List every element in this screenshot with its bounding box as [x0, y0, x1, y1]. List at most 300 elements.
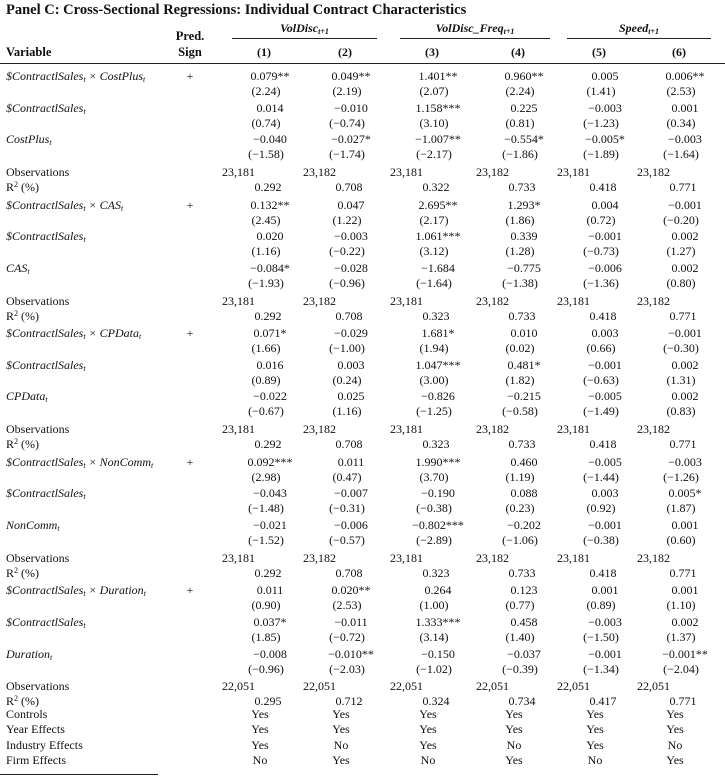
- observations-label: Observations: [6, 679, 70, 694]
- variable-label: [6, 229, 86, 245]
- coefficient-cell: 0.006**: [665, 69, 705, 83]
- tstat-cell: (1.16): [251, 244, 281, 259]
- r2-superscript: 2: [14, 308, 19, 318]
- coefficient-cell: −0.028: [334, 260, 368, 275]
- r2-label: [6, 310, 39, 322]
- variable-subscript: t: [83, 332, 86, 342]
- effects-cell: No: [420, 752, 436, 767]
- effects-cell: Yes: [419, 722, 437, 737]
- variable-name: $ContractlSales: [6, 69, 84, 83]
- coefficient-cell: 0.339: [510, 229, 538, 244]
- r2-cell: 0.708: [335, 565, 363, 580]
- predicted-sign: +: [186, 454, 194, 469]
- coefficient-cell: 0.020: [256, 229, 284, 244]
- variable-label: [6, 389, 48, 405]
- variable-subscript: t: [83, 363, 86, 373]
- coefficient-cell: 1.681*: [421, 326, 455, 341]
- interaction-term: × CostPlus: [85, 69, 144, 83]
- coefficient-cell: −0.150: [421, 646, 455, 661]
- tstat-cell: (−0.96): [329, 275, 365, 290]
- tstat-cell: (−1.23): [583, 115, 619, 130]
- observations-cell: 23,181: [390, 165, 423, 179]
- coefficient-cell: −0.005: [588, 389, 622, 404]
- tstat-cell: (2.98): [251, 469, 281, 484]
- interaction-term: × NonComm: [85, 454, 152, 469]
- tstat-cell: (0.66): [586, 341, 616, 356]
- coefficient-cell: −0.003: [588, 615, 622, 629]
- tstat-cell: (0.02): [505, 341, 535, 356]
- effects-cell: Yes: [332, 707, 350, 721]
- variable-subscript: t: [83, 75, 86, 84]
- coefficient-cell: −0.010: [334, 100, 368, 115]
- effects-cell: Yes: [666, 752, 684, 767]
- variable-label: [6, 486, 86, 502]
- tstat-cell: (−1.58): [248, 147, 284, 162]
- group-underline: [567, 38, 711, 39]
- observations-cell: 23,182: [303, 422, 336, 437]
- variable-name: $ContractlSales: [6, 100, 84, 115]
- variable-subscript: t: [151, 460, 154, 470]
- tstat-cell: (−0.39): [502, 661, 538, 676]
- variable-name: $ContractlSales: [6, 357, 84, 372]
- group-header: [436, 22, 515, 34]
- observations-cell: 22,051: [476, 679, 509, 694]
- observations-cell: 23,181: [557, 165, 590, 179]
- coefficient-cell: 0.481*: [507, 357, 541, 372]
- tstat-cell: (1.00): [419, 598, 449, 613]
- tstat-cell: (1.82): [505, 372, 535, 387]
- coefficient-cell: −0.001: [668, 326, 702, 341]
- r2-unit: (%): [18, 437, 40, 452]
- r2-base: R: [6, 437, 15, 452]
- variable-name: CPData: [6, 389, 46, 404]
- coefficient-cell: −0.010**: [328, 646, 374, 661]
- coefficient-cell: 0.016: [256, 357, 284, 372]
- tstat-cell: (0.23): [505, 501, 535, 516]
- tstat-cell: (−1.00): [329, 341, 365, 356]
- effects-cell: No: [587, 752, 603, 767]
- coefficient-cell: −0.005*: [585, 132, 625, 147]
- tstat-cell: (−1.49): [583, 404, 619, 419]
- variable-name: $ContractlSales: [6, 229, 84, 244]
- coefficient-cell: 0.092***: [247, 454, 293, 469]
- tstat-cell: (1.27): [666, 244, 696, 259]
- observations-label: Observations: [6, 293, 70, 308]
- variable-label: [6, 199, 123, 211]
- r2-unit: (%): [18, 308, 40, 323]
- tstat-cell: (−0.20): [663, 212, 699, 227]
- tstat-cell: (−2.17): [416, 147, 452, 162]
- coefficient-cell: 0.011: [256, 583, 284, 598]
- variable-label: [6, 102, 86, 114]
- variable-label: [6, 70, 145, 82]
- variable-label: [6, 132, 52, 148]
- coefficient-cell: −0.006: [588, 260, 622, 275]
- coefficient-cell: −0.802***: [412, 518, 464, 532]
- coefficient-cell: 1.401**: [418, 69, 458, 83]
- coefficient-cell: 1.061***: [415, 229, 461, 244]
- variable-subscript: t: [121, 203, 124, 213]
- tstat-cell: (0.80): [666, 275, 696, 290]
- observations-cell: 22,051: [390, 679, 423, 694]
- tstat-cell: (−2.89): [416, 533, 452, 547]
- effects-cell: Yes: [419, 707, 437, 721]
- tstat-cell: (2.24): [505, 84, 535, 98]
- r2-label: [6, 438, 39, 450]
- coefficient-cell: −0.003: [668, 132, 702, 147]
- variable-subscript: t: [83, 106, 86, 116]
- tstat-cell: (−1.86): [502, 147, 538, 162]
- tstat-cell: (1.37): [666, 630, 696, 644]
- coefficient-cell: −0.001: [588, 518, 622, 532]
- footnote-rule: [0, 774, 158, 775]
- group-underline: [400, 38, 550, 39]
- coefficient-cell: −0.001: [588, 357, 622, 372]
- coefficient-cell: −0.001: [588, 229, 622, 244]
- observations-cell: 23,182: [303, 293, 336, 308]
- group-header-subscript: t+1: [648, 27, 660, 36]
- pred-sign-header: Sign: [178, 45, 202, 59]
- observations-cell: 22,051: [557, 679, 590, 694]
- observations-cell: 23,181: [390, 293, 423, 308]
- r2-unit: (%): [18, 180, 40, 194]
- variable-subscript: t: [139, 332, 142, 342]
- coefficient-cell: 0.049**: [331, 69, 371, 83]
- observations-cell: 23,182: [637, 165, 670, 179]
- coefficient-cell: 2.695**: [418, 197, 458, 212]
- coefficient-cell: −0.011: [334, 615, 368, 629]
- coefficient-cell: 0.002: [671, 615, 699, 629]
- tstat-cell: (2.19): [332, 84, 362, 98]
- effects-cell: Yes: [586, 722, 604, 737]
- column-number: (3): [425, 45, 439, 59]
- coefficient-cell: −0.027*: [331, 132, 371, 147]
- tstat-cell: (−1.89): [583, 147, 619, 162]
- variable-subscript: t: [83, 203, 86, 213]
- header-rule: [0, 63, 725, 64]
- tstat-cell: (−2.04): [663, 661, 699, 676]
- variable-subscript: t: [143, 589, 146, 599]
- coefficient-cell: 0.002: [671, 357, 699, 372]
- r2-cell: 0.771: [669, 437, 697, 452]
- effects-cell: No: [252, 752, 268, 767]
- coefficient-cell: −0.043: [253, 486, 287, 501]
- group-header-name: Speed: [618, 21, 649, 35]
- tstat-cell: (2.07): [419, 84, 449, 98]
- tstat-cell: (1.85): [251, 630, 281, 644]
- tstat-cell: (2.53): [332, 598, 362, 613]
- r2-label: [6, 695, 39, 707]
- coefficient-cell: 0.011: [337, 454, 365, 469]
- tstat-cell: (1.28): [505, 244, 535, 259]
- coefficient-cell: 0.002: [671, 389, 699, 404]
- tstat-cell: (0.77): [505, 598, 535, 613]
- effects-cell: Yes: [251, 722, 269, 737]
- variable-label: [6, 456, 153, 468]
- r2-cell: 0.418: [589, 437, 617, 452]
- variable-name: $ContractlSales: [6, 615, 84, 629]
- tstat-cell: (0.74): [251, 115, 281, 130]
- interaction-term: × CPData: [85, 326, 140, 341]
- tstat-cell: (−0.30): [663, 341, 699, 356]
- group-header-subscript: t+1: [503, 27, 515, 36]
- variable-subscript: t: [143, 75, 146, 84]
- r2-cell: 0.418: [589, 180, 617, 194]
- coefficient-cell: 0.037*: [253, 615, 287, 629]
- group-header-name: VolDisc_Freq: [435, 21, 504, 35]
- variable-name: CAS: [6, 260, 28, 275]
- group-header: [619, 22, 659, 34]
- observations-cell: 23,182: [476, 550, 509, 565]
- group-header: [280, 22, 329, 34]
- observations-label: Observations: [6, 422, 70, 437]
- tstat-cell: (0.89): [586, 598, 616, 613]
- coefficient-cell: −0.554*: [504, 132, 544, 147]
- coefficient-cell: −0.029: [334, 326, 368, 341]
- effects-cell: Yes: [505, 707, 523, 721]
- tstat-cell: (−0.38): [583, 533, 619, 547]
- coefficient-cell: −1.684: [421, 260, 455, 275]
- effects-cell: Yes: [666, 722, 684, 737]
- tstat-cell: (−1.02): [416, 661, 452, 676]
- r2-cell: 0.733: [508, 180, 536, 194]
- coefficient-cell: 0.088: [510, 486, 538, 501]
- r2-cell: 0.712: [335, 694, 363, 709]
- tstat-cell: (−1.25): [416, 404, 452, 419]
- coefficient-cell: 0.458: [510, 615, 538, 629]
- effects-cell: Yes: [505, 752, 523, 767]
- observations-label: Observations: [6, 550, 70, 565]
- coefficient-cell: 0.123: [510, 583, 538, 598]
- r2-base: R: [6, 694, 15, 709]
- coefficient-cell: 0.005: [591, 69, 619, 83]
- r2-cell: 0.771: [669, 180, 697, 194]
- variable-subscript: t: [83, 589, 86, 599]
- variable-header: Variable: [6, 45, 52, 59]
- coefficient-cell: −0.202: [507, 518, 541, 532]
- r2-cell: 0.708: [335, 180, 363, 194]
- coefficient-cell: −0.215: [507, 389, 541, 404]
- tstat-cell: (2.24): [251, 84, 281, 98]
- variable-subscript: t: [50, 652, 53, 662]
- coefficient-cell: 0.960**: [504, 69, 544, 83]
- r2-superscript: 2: [14, 694, 19, 704]
- coefficient-cell: 0.132**: [250, 197, 290, 212]
- r2-cell: 0.771: [669, 308, 697, 323]
- coefficient-cell: −0.775: [507, 260, 541, 275]
- tstat-cell: (0.60): [666, 533, 696, 547]
- observations-cell: 23,182: [476, 165, 509, 179]
- tstat-cell: (−0.22): [329, 244, 365, 259]
- coefficient-cell: −0.008: [253, 646, 287, 661]
- tstat-cell: (−1.64): [416, 275, 452, 290]
- r2-cell: 0.323: [422, 565, 450, 580]
- variable-subscript: t: [83, 235, 86, 245]
- coefficient-cell: −0.040: [253, 132, 287, 147]
- coefficient-cell: 0.225: [510, 100, 538, 115]
- tstat-cell: (0.47): [332, 469, 362, 484]
- coefficient-cell: −0.037: [507, 646, 541, 661]
- r2-unit: (%): [18, 694, 40, 709]
- observations-cell: 23,182: [637, 293, 670, 308]
- variable-name: $ContractlSales: [6, 197, 84, 212]
- variable-subscript: t: [45, 395, 48, 405]
- variable-label: [6, 326, 142, 342]
- tstat-cell: (−0.57): [329, 533, 365, 547]
- coefficient-cell: 1.333***: [415, 615, 461, 629]
- tstat-cell: (2.53): [666, 84, 696, 98]
- tstat-cell: (−1.64): [663, 147, 699, 162]
- tstat-cell: (1.22): [332, 212, 362, 227]
- coefficient-cell: −0.001: [588, 646, 622, 661]
- effects-label: Year Effects: [6, 722, 65, 737]
- r2-cell: 0.418: [589, 565, 617, 580]
- r2-superscript: 2: [14, 437, 19, 447]
- r2-superscript: 2: [14, 180, 19, 189]
- observations-cell: 23,181: [222, 293, 255, 308]
- r2-cell: 0.418: [589, 308, 617, 323]
- column-number: (2): [338, 45, 352, 59]
- r2-cell: 0.771: [669, 694, 697, 709]
- observations-cell: 22,051: [637, 679, 670, 694]
- variable-subscript: t: [27, 266, 30, 276]
- r2-cell: 0.292: [254, 308, 282, 323]
- variable-name: $ContractlSales: [6, 486, 84, 501]
- r2-cell: 0.771: [669, 565, 697, 580]
- tstat-cell: (−2.03): [329, 661, 365, 676]
- tstat-cell: (−1.50): [583, 630, 619, 644]
- variable-subscript: t: [57, 524, 60, 533]
- observations-cell: 23,182: [303, 550, 336, 565]
- coefficient-cell: 0.004: [591, 197, 619, 212]
- effects-cell: Yes: [666, 707, 684, 721]
- observations-cell: 23,181: [557, 422, 590, 437]
- coefficient-cell: 0.001: [671, 518, 699, 532]
- r2-cell: 0.324: [422, 694, 450, 709]
- interaction-term: × CAS: [85, 197, 122, 212]
- variable-label: [6, 359, 86, 371]
- r2-superscript: 2: [14, 565, 19, 575]
- tstat-cell: (−1.26): [663, 469, 699, 484]
- tstat-cell: (−1.52): [248, 533, 284, 547]
- effects-cell: No: [506, 737, 522, 752]
- variable-label: [6, 616, 86, 628]
- observations-cell: 23,181: [222, 422, 255, 437]
- tstat-cell: (−0.73): [583, 244, 619, 259]
- effects-cell: No: [667, 737, 683, 752]
- r2-cell: 0.734: [508, 694, 536, 709]
- coefficient-cell: −0.826: [421, 389, 455, 404]
- observations-cell: 23,182: [476, 293, 509, 308]
- r2-cell: 0.292: [254, 565, 282, 580]
- coefficient-cell: −0.003: [334, 229, 368, 244]
- variable-name: NonComm: [6, 518, 58, 532]
- effects-cell: Yes: [586, 707, 604, 721]
- predicted-sign: +: [186, 197, 194, 212]
- observations-cell: 23,182: [476, 422, 509, 437]
- tstat-cell: (0.89): [251, 372, 281, 387]
- tstat-cell: (3.14): [419, 630, 449, 644]
- variable-name: $ContractlSales: [6, 583, 84, 598]
- variable-name: CostPlus: [6, 132, 50, 147]
- variable-label: [6, 648, 52, 660]
- tstat-cell: (0.92): [586, 501, 616, 516]
- observations-cell: 22,051: [303, 679, 336, 694]
- effects-label: Firm Effects: [6, 752, 67, 767]
- coefficient-cell: 1.047***: [415, 357, 461, 372]
- coefficient-cell: 0.003: [591, 486, 619, 501]
- r2-base: R: [6, 180, 15, 194]
- observations-label: Observations: [6, 165, 70, 179]
- tstat-cell: (1.40): [505, 630, 535, 644]
- coefficient-cell: 0.003: [337, 357, 365, 372]
- coefficient-cell: 1.293*: [507, 197, 541, 212]
- tstat-cell: (−1.93): [248, 275, 284, 290]
- tstat-cell: (0.24): [332, 372, 362, 387]
- variable-subscript: t: [83, 621, 86, 630]
- tstat-cell: (−1.06): [502, 533, 538, 547]
- r2-cell: 0.708: [335, 308, 363, 323]
- variable-subscript: t: [49, 138, 52, 148]
- coefficient-cell: 0.001: [591, 583, 619, 598]
- tstat-cell: (−0.96): [248, 661, 284, 676]
- coefficient-cell: 0.071*: [253, 326, 287, 341]
- coefficient-cell: −0.003: [588, 100, 622, 115]
- r2-label: [6, 567, 39, 579]
- coefficient-cell: −0.005: [588, 454, 622, 469]
- coefficient-cell: 0.079**: [250, 69, 290, 83]
- observations-cell: 23,181: [557, 293, 590, 308]
- tstat-cell: (3.10): [419, 115, 449, 130]
- observations-cell: 23,181: [222, 165, 255, 179]
- tstat-cell: (−1.74): [329, 147, 365, 162]
- coefficient-cell: −0.001: [668, 197, 702, 212]
- tstat-cell: (−1.34): [583, 661, 619, 676]
- tstat-cell: (1.16): [332, 404, 362, 419]
- r2-label: [6, 181, 39, 193]
- tstat-cell: (−1.38): [502, 275, 538, 290]
- effects-cell: Yes: [251, 737, 269, 752]
- coefficient-cell: 0.014: [256, 100, 284, 115]
- r2-cell: 0.733: [508, 437, 536, 452]
- observations-cell: 23,181: [557, 550, 590, 565]
- coefficient-cell: 0.002: [671, 260, 699, 275]
- r2-cell: 0.292: [254, 437, 282, 452]
- predicted-sign: +: [186, 69, 194, 83]
- group-header-name: VolDisc: [280, 21, 319, 35]
- variable-label: [6, 583, 146, 599]
- coefficient-cell: 0.001: [671, 100, 699, 115]
- coefficient-cell: 0.010: [510, 326, 538, 341]
- r2-cell: 0.322: [422, 180, 450, 194]
- tstat-cell: (1.66): [251, 341, 281, 356]
- column-number: (4): [511, 45, 525, 59]
- r2-cell: 0.323: [422, 437, 450, 452]
- tstat-cell: (1.87): [666, 501, 696, 516]
- tstat-cell: (1.86): [505, 212, 535, 227]
- coefficient-cell: −0.084*: [250, 260, 290, 275]
- coefficient-cell: 1.990***: [415, 454, 461, 469]
- observations-cell: 23,181: [222, 550, 255, 565]
- predicted-sign: +: [186, 326, 194, 341]
- variable-name: $ContractlSales: [6, 454, 84, 469]
- pred-sign-header: Pred.: [175, 29, 205, 43]
- coefficient-cell: −0.006: [334, 518, 368, 532]
- tstat-cell: (−0.67): [248, 404, 284, 419]
- r2-base: R: [6, 308, 15, 323]
- tstat-cell: (0.34): [666, 115, 696, 130]
- coefficient-cell: 0.001: [671, 583, 699, 598]
